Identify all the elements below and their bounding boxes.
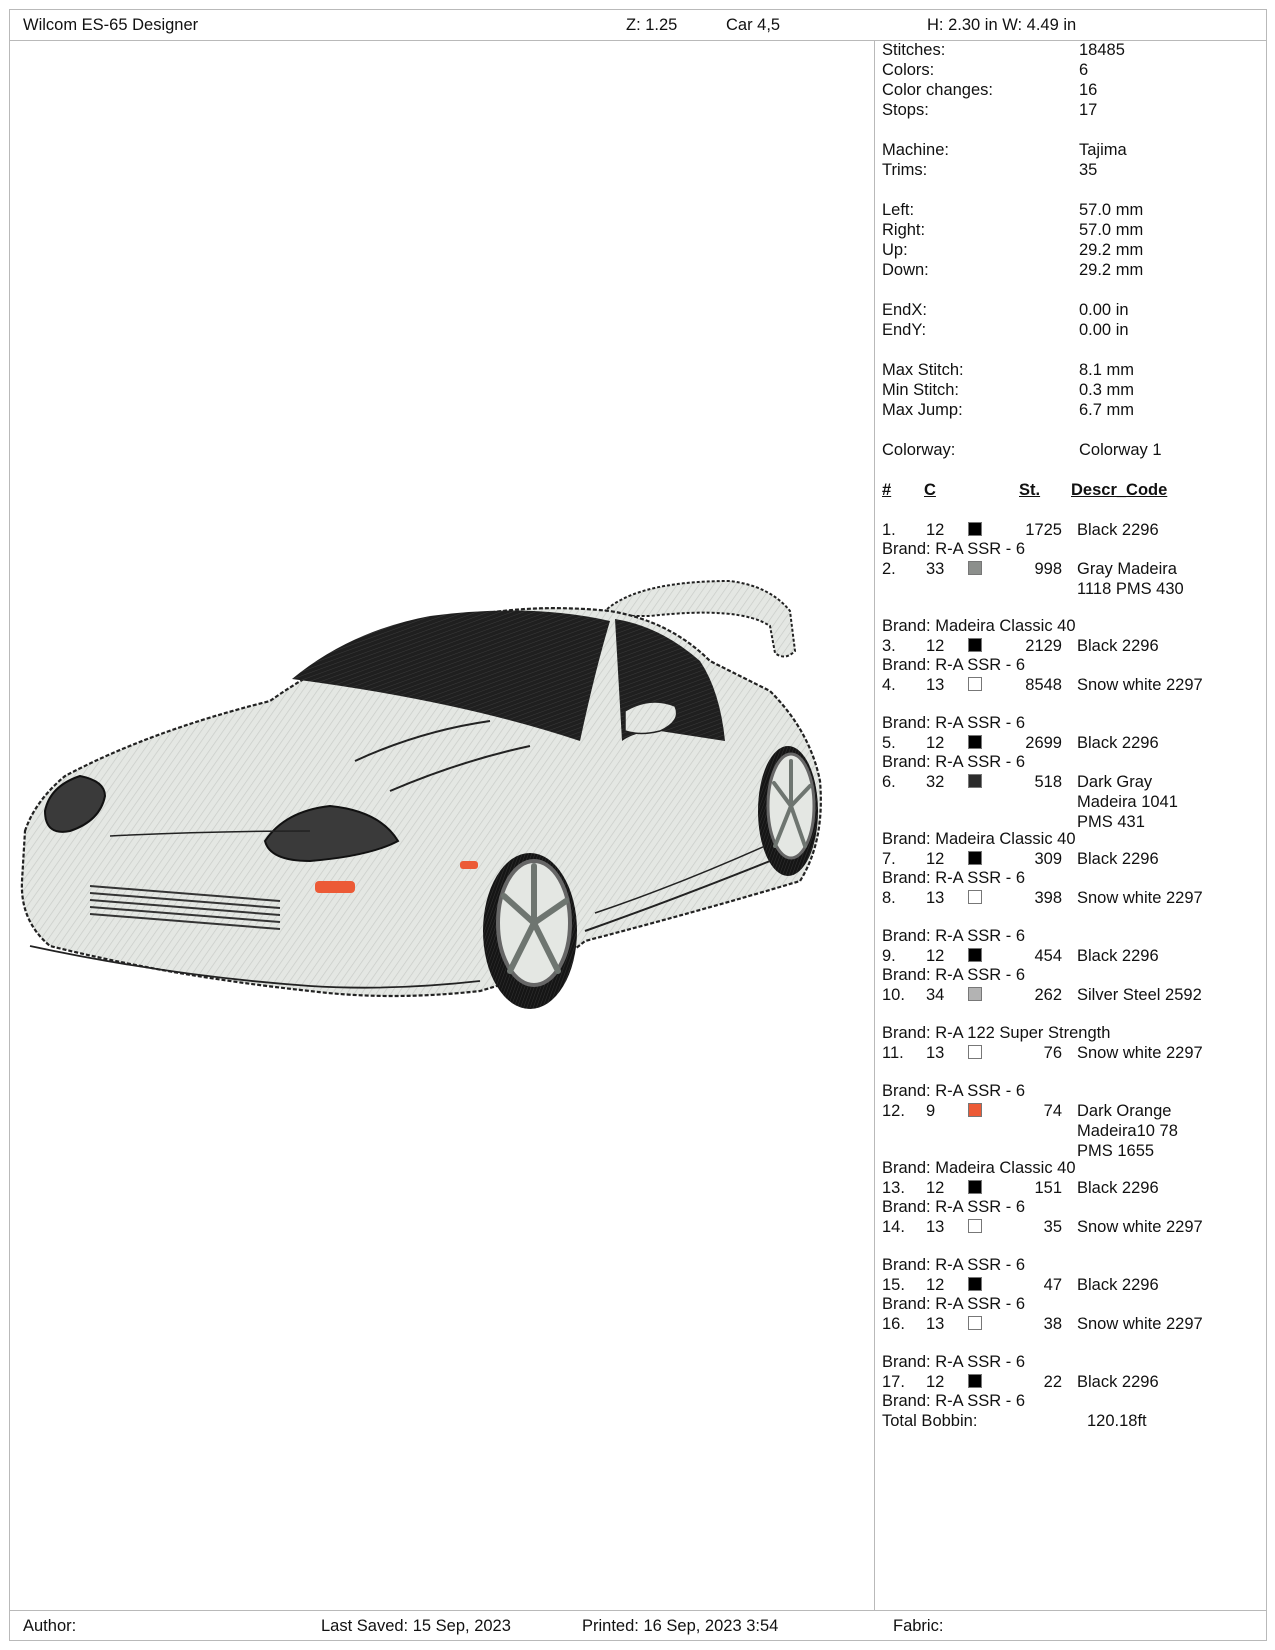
stat-value: Tajima [1079,141,1127,159]
printed-label: Printed: 16 Sep, 2023 3:54 [582,1617,779,1635]
color-description: Snow white 2297 [1077,1044,1203,1062]
color-stitches: 38 [1043,1315,1062,1333]
thread-brand: Brand: R-A SSR - 6 [882,1353,1026,1371]
color-stitches: 998 [1034,560,1062,578]
color-code: 12 [926,1276,945,1294]
thread-brand: Brand: R-A SSR - 6 [882,869,1026,887]
thread-brand: Brand: R-A SSR - 6 [882,753,1026,771]
design-info-panel [882,40,1262,1431]
thread-brand: Brand: R-A 122 Super Strength [882,1024,1111,1042]
color-description: Black 2296 [1077,734,1159,752]
stat-row [882,180,1262,200]
thread-brand: Brand: R-A SSR - 6 [882,1082,1026,1100]
total-bobbin-row [882,1411,1262,1431]
color-swatch [968,774,982,788]
thread-brand: Brand: Madeira Classic 40 [882,830,1076,848]
color-stitches: 74 [1043,1102,1062,1120]
design-size: H: 2.30 in W: 4.49 in [927,16,1077,34]
stat-row [882,400,1262,420]
thread-brand: Brand: Madeira Classic 40 [882,617,1076,635]
color-description: Black 2296 [1077,1179,1159,1197]
color-num: 1. [882,521,896,539]
color-code: 13 [926,1218,945,1236]
color-swatch [968,890,982,904]
thread-brand: Brand: R-A SSR - 6 [882,656,1026,674]
design-name: Car 4,5 [726,16,781,34]
thread-brand: Brand: R-A SSR - 6 [882,1256,1026,1274]
color-description: Silver Steel 2592 [1077,986,1202,1004]
color-code: 13 [926,676,945,694]
color-code: 13 [926,1044,945,1062]
stat-label: Colors: [882,61,935,79]
color-stitches: 2129 [1025,637,1062,655]
stat-label: Stitches: [882,41,946,59]
color-description: Dark Gray Madeira 1041 PMS 431 [1077,773,1178,831]
col-num-header: # [882,481,892,499]
stat-value: 0.3 mm [1079,381,1135,399]
col-stitches-header: St. [1019,481,1041,499]
color-num: 10. [882,986,905,1004]
color-row [882,849,1262,868]
stat-value: 18485 [1079,41,1125,59]
stat-row [882,40,1262,60]
color-row [882,559,1262,616]
stat-value: 57.0 mm [1079,221,1144,239]
color-swatch [968,1180,982,1194]
stat-label: Machine: [882,141,949,159]
stat-label: Stops: [882,101,929,119]
color-row [882,772,1262,829]
color-description: Black 2296 [1077,1276,1159,1294]
color-stitches: 262 [1034,986,1062,1004]
stat-row [882,260,1262,280]
stat-value: 29.2 mm [1079,261,1144,279]
thread-brand: Brand: R-A SSR - 6 [882,966,1026,984]
color-swatch [968,1219,982,1233]
thread-brand: Brand: R-A SSR - 6 [882,927,1026,945]
color-stitches: 76 [1043,1044,1062,1062]
stat-row [882,140,1262,160]
color-description: Dark Orange Madeira10 78 PMS 1655 [1077,1102,1178,1160]
stat-label: EndY: [882,321,927,339]
color-row [882,1275,1262,1294]
fabric-label: Fabric: [893,1617,944,1635]
stat-label: Up: [882,241,908,259]
zoom-label: Z: 1.25 [626,16,678,34]
stat-value: 8.1 mm [1079,361,1135,379]
stat-label: Down: [882,261,929,279]
stat-row [882,120,1262,140]
color-description: Black 2296 [1077,850,1159,868]
color-description: Snow white 2297 [1077,1315,1203,1333]
color-row [882,1314,1262,1352]
color-num: 2. [882,560,896,578]
color-stitches: 1725 [1025,521,1062,539]
stat-row [882,340,1262,360]
stat-row [882,280,1262,300]
color-code: 12 [926,734,945,752]
color-stitches: 398 [1034,889,1062,907]
color-swatch [968,851,982,865]
color-swatch [968,522,982,536]
stat-row [882,60,1262,80]
color-num: 16. [882,1315,905,1333]
color-swatch [968,987,982,1001]
color-code: 12 [926,1373,945,1391]
color-swatch [968,1316,982,1330]
color-swatch [968,1277,982,1291]
stat-row [882,320,1262,340]
color-swatch [968,561,982,575]
color-swatch [968,677,982,691]
color-num: 13. [882,1179,905,1197]
color-stitches: 309 [1034,850,1062,868]
author-label: Author: [23,1617,77,1635]
stat-row [882,300,1262,320]
color-num: 5. [882,734,896,752]
color-stitches: 22 [1043,1373,1062,1391]
color-row [882,1178,1262,1197]
stat-value: Colorway 1 [1079,441,1162,459]
color-row [882,985,1262,1023]
stat-row [882,240,1262,260]
color-code: 12 [926,947,945,965]
thread-brand: Brand: R-A SSR - 6 [882,1392,1026,1410]
thread-brand: Brand: R-A SSR - 6 [882,1295,1026,1313]
color-row [882,733,1262,752]
color-swatch [968,948,982,962]
stats-list [882,40,1262,460]
design-preview [10,41,873,1609]
color-num: 14. [882,1218,905,1236]
stat-label: Trims: [882,161,928,179]
stat-row [882,220,1262,240]
color-stitches: 8548 [1025,676,1062,694]
color-num: 8. [882,889,896,907]
col-descr-header: Descr_Code [1071,481,1168,499]
color-stitches: 47 [1043,1276,1062,1294]
color-num: 3. [882,637,896,655]
color-row [882,675,1262,713]
color-code: 32 [926,773,945,791]
total-bobbin-label: Total Bobbin: [882,1412,978,1430]
color-row [882,1217,1262,1255]
header-bar [9,9,1267,41]
color-description: Snow white 2297 [1077,889,1203,907]
col-code-header: C [924,481,936,499]
color-num: 7. [882,850,896,868]
stat-label: Max Jump: [882,401,963,419]
thread-brand: Brand: Madeira Classic 40 [882,1159,1076,1177]
stat-label: Min Stitch: [882,381,960,399]
color-num: 12. [882,1102,905,1120]
color-num: 15. [882,1276,905,1294]
color-swatch [968,735,982,749]
stat-value: 35 [1079,161,1098,179]
stat-label: Max Stitch: [882,361,964,379]
stat-value: 16 [1079,81,1098,99]
stat-label: Color changes: [882,81,993,99]
stat-value: 6 [1079,61,1089,79]
stat-label: Colorway: [882,441,956,459]
stat-row [882,80,1262,100]
color-stitches: 2699 [1025,734,1062,752]
color-code: 12 [926,637,945,655]
footer-bar [9,1610,1267,1641]
color-code: 9 [926,1102,936,1120]
color-num: 17. [882,1373,905,1391]
color-row [882,636,1262,655]
color-row [882,1101,1262,1158]
color-code: 34 [926,986,945,1004]
stat-label: Right: [882,221,926,239]
stat-row [882,200,1262,220]
color-sequence-list [882,520,1262,1411]
color-description: Gray Madeira 1118 PMS 430 [1077,560,1184,598]
color-num: 6. [882,773,896,791]
color-row [882,1043,1262,1081]
color-description: Snow white 2297 [1077,1218,1203,1236]
thread-brand: Brand: R-A SSR - 6 [882,540,1026,558]
color-code: 12 [926,1179,945,1197]
stat-row [882,100,1262,120]
stat-row [882,360,1262,380]
stat-row [882,440,1262,460]
stat-row [882,380,1262,400]
color-description: Black 2296 [1077,521,1159,539]
color-stitches: 454 [1034,947,1062,965]
thread-brand: Brand: R-A SSR - 6 [882,1198,1026,1216]
stat-label: Left: [882,201,915,219]
stat-label: EndX: [882,301,927,319]
stat-value: 57.0 mm [1079,201,1144,219]
color-num: 11. [882,1044,904,1062]
color-swatch [968,1374,982,1388]
last-saved-label: Last Saved: 15 Sep, 2023 [321,1617,511,1635]
color-code: 13 [926,889,945,907]
stat-value: 0.00 in [1079,301,1129,319]
app-title: Wilcom ES-65 Designer [23,16,199,34]
color-swatch [968,638,982,652]
color-code: 33 [926,560,945,578]
color-row [882,888,1262,926]
thread-brand: Brand: R-A SSR - 6 [882,714,1026,732]
color-stitches: 151 [1034,1179,1062,1197]
color-stitches: 35 [1043,1218,1062,1236]
color-code: 12 [926,850,945,868]
color-description: Snow white 2297 [1077,676,1203,694]
stat-row [882,160,1262,180]
color-description: Black 2296 [1077,947,1159,965]
color-num: 4. [882,676,896,694]
total-bobbin-value: 120.18ft [1087,1412,1147,1430]
color-description: Black 2296 [1077,1373,1159,1391]
color-row [882,946,1262,965]
color-stitches: 518 [1034,773,1062,791]
stat-row [882,420,1262,440]
stat-value: 17 [1079,101,1098,119]
color-swatch [968,1045,982,1059]
color-description: Black 2296 [1077,637,1159,655]
color-code: 12 [926,521,945,539]
color-row [882,1372,1262,1391]
color-swatch [968,1103,982,1117]
color-num: 9. [882,947,896,965]
panel-divider [874,40,875,1610]
car-embroidery-image [10,41,873,1609]
stat-value: 6.7 mm [1079,401,1135,419]
color-row [882,520,1262,539]
color-code: 13 [926,1315,945,1333]
color-table-header [882,480,1262,500]
stat-value: 29.2 mm [1079,241,1144,259]
stat-value: 0.00 in [1079,321,1129,339]
